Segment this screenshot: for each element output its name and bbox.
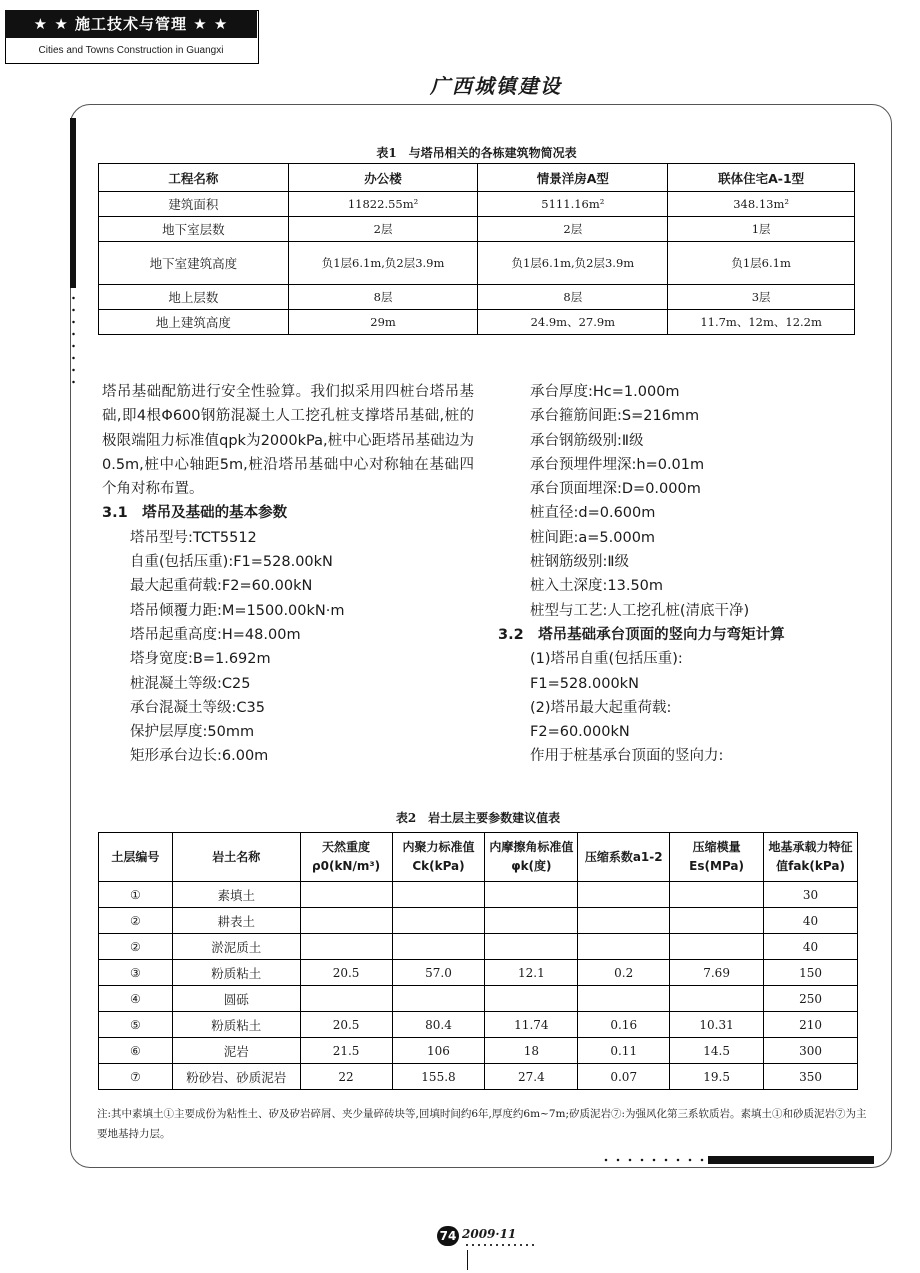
- table-cell: 建筑面积: [99, 192, 289, 217]
- table-cell: 地上层数: [99, 285, 289, 310]
- table-cell: 22: [300, 1064, 392, 1090]
- table-cell: ⑦: [99, 1064, 173, 1090]
- param-line: 最大起重荷载:F2=60.00kN: [130, 578, 313, 595]
- table-cell: [578, 934, 670, 960]
- table-cell: 24.9m、27.9m: [478, 310, 668, 335]
- table-cell: ③: [99, 960, 173, 986]
- table-row: [99, 310, 855, 335]
- table-cell: 300: [764, 1038, 858, 1064]
- table1-header-cell: 联体住宅A-1型: [668, 164, 855, 192]
- param-line: 自重(包括压重):F1=528.00kN: [130, 554, 333, 571]
- table-cell: 3层: [668, 285, 855, 310]
- table-cell: 11822.55m²: [288, 192, 478, 217]
- param-line: 承台混凝土等级:C35: [130, 699, 265, 716]
- table-cell: 8层: [288, 285, 478, 310]
- table-cell: 泥岩: [172, 1038, 300, 1064]
- table-cell: 粉砂岩、砂质泥岩: [172, 1064, 300, 1090]
- table-cell: 素填土: [172, 882, 300, 908]
- calc-line: 作用于桩基承台顶面的竖向力:: [530, 748, 724, 765]
- table1-header-cell: 办公楼: [288, 164, 478, 192]
- table-cell: ①: [99, 882, 173, 908]
- table2-header-cell: 岩土名称: [172, 833, 300, 882]
- param-line: 塔身宽度:B=1.692m: [130, 651, 271, 668]
- table-cell: [392, 934, 485, 960]
- table-row: [99, 217, 855, 242]
- table1-header-cell: 情景洋房A型: [478, 164, 668, 192]
- table-cell: 18: [485, 1038, 578, 1064]
- table-cell: 2层: [288, 217, 478, 242]
- table-cell: [300, 934, 392, 960]
- table-cell: 耕表土: [172, 908, 300, 934]
- table-cell: ⑥: [99, 1038, 173, 1064]
- table-cell: 350: [764, 1064, 858, 1090]
- table-row: [99, 192, 855, 217]
- table-cell: 155.8: [392, 1064, 485, 1090]
- table-cell: [485, 986, 578, 1012]
- table-cell: 圆砾: [172, 986, 300, 1012]
- table-cell: 0.2: [578, 960, 670, 986]
- table2-header-cell: 内聚力标准值Ck(kPa): [392, 833, 485, 882]
- decor-bar-left: [70, 118, 76, 288]
- page-number: 74: [437, 1226, 459, 1246]
- param-line: 塔吊型号:TCT5512: [130, 529, 257, 546]
- table-cell: 150: [764, 960, 858, 986]
- table-cell: [578, 882, 670, 908]
- param-line: 保护层厚度:50mm: [130, 724, 255, 741]
- table2-header-cell: 内摩擦角标准值φk(度): [485, 833, 578, 882]
- table-cell: 348.13m²: [668, 192, 855, 217]
- param-line: 承台箍筋间距:S=216mm: [530, 408, 700, 425]
- table-cell: [392, 986, 485, 1012]
- left-column: [102, 380, 474, 769]
- table2-note: 注:其中素填土①主要成份为粘性土、矽及矽岩碎屑、夹少量碎砖块等,回填时间约6年,厚度约6m~7m;矽质泥岩⑦:为强风化第三系软质岩。素填土①和砂质泥岩⑦为主要地基持力层。: [97, 1108, 867, 1140]
- table2-header-cell: 地基承载力特征值fak(kPa): [764, 833, 858, 882]
- table-cell: [300, 882, 392, 908]
- param-line: 塔吊起重高度:H=48.00m: [130, 626, 301, 643]
- param-line: 承台预埋件埋深:h=0.01m: [530, 456, 705, 473]
- table-cell: 负1层6.1m,负2层3.9m: [288, 242, 478, 285]
- table-cell: [670, 882, 764, 908]
- param-list-left: [102, 526, 474, 769]
- table-cell: 11.74: [485, 1012, 578, 1038]
- table-cell: [300, 908, 392, 934]
- table-cell: 地下室层数: [99, 217, 289, 242]
- table-row: [99, 1064, 858, 1090]
- table1-header-cell: 工程名称: [99, 164, 289, 192]
- param-line: 矩形承台边长:6.00m: [130, 748, 269, 765]
- table-cell: [485, 882, 578, 908]
- table-cell: ②: [99, 908, 173, 934]
- param-line: 桩直径:d=0.600m: [530, 505, 656, 522]
- calc-line: (2)塔吊最大起重荷载:: [530, 699, 672, 716]
- param-line: 桩混凝土等级:C25: [130, 675, 251, 692]
- table-cell: 粉质粘土: [172, 960, 300, 986]
- table-cell: 地下室建筑高度: [99, 242, 289, 285]
- table-cell: 106: [392, 1038, 485, 1064]
- table-cell: 淤泥质土: [172, 934, 300, 960]
- table-cell: 8层: [478, 285, 668, 310]
- table-building-overview: [98, 163, 855, 335]
- table2-header-cell: 压缩系数a1-2: [578, 833, 670, 882]
- table-cell: [392, 882, 485, 908]
- calc-line: F2=60.000kN: [530, 724, 630, 741]
- section-banner: ★ ★ 施工技术与管理 ★ ★: [5, 10, 257, 38]
- table-cell: ④: [99, 986, 173, 1012]
- table-cell: 250: [764, 986, 858, 1012]
- table2-caption: 表2 岩土层主要参数建议值表: [395, 811, 561, 825]
- table-row: [99, 1038, 858, 1064]
- table-cell: 210: [764, 1012, 858, 1038]
- table2-header-cell: 天然重度ρ0(kN/m³): [300, 833, 392, 882]
- table-cell: 20.5: [300, 1012, 392, 1038]
- decor-bar-bottom: [708, 1156, 874, 1164]
- table-row: [99, 934, 858, 960]
- table-row: [99, 242, 855, 285]
- param-line: 桩钢筋级别:Ⅱ级: [530, 554, 630, 571]
- table-cell: 21.5: [300, 1038, 392, 1064]
- table-cell: 14.5: [670, 1038, 764, 1064]
- table-cell: 80.4: [392, 1012, 485, 1038]
- table-soil-parameters: [98, 832, 858, 1090]
- table-cell: 2层: [478, 217, 668, 242]
- table-cell: 40: [764, 908, 858, 934]
- table-cell: 1层: [668, 217, 855, 242]
- param-line: 塔吊倾覆力距:M=1500.00kN·m: [130, 602, 345, 619]
- param-line: 桩入土深度:13.50m: [530, 578, 664, 595]
- table-cell: 0.07: [578, 1064, 670, 1090]
- journal-title: 广西城镇建设: [430, 74, 562, 98]
- table-cell: ⑤: [99, 1012, 173, 1038]
- table-cell: 30: [764, 882, 858, 908]
- table-cell: [485, 934, 578, 960]
- table-row: [99, 882, 858, 908]
- section-heading-3-2: 3.2 塔吊基础承台顶面的竖向力与弯矩计算: [498, 626, 785, 643]
- table-row: [99, 960, 858, 986]
- table-cell: ②: [99, 934, 173, 960]
- param-line: 承台钢筋级别:Ⅱ级: [530, 432, 644, 449]
- table-cell: 57.0: [392, 960, 485, 986]
- table-cell: [670, 986, 764, 1012]
- table-cell: [578, 908, 670, 934]
- table-cell: 负1层6.1m: [668, 242, 855, 285]
- param-line: 桩型与工艺:人工挖孔桩(清底干净): [530, 602, 750, 619]
- param-line: 承台顶面埋深:D=0.000m: [530, 481, 701, 498]
- table-cell: 0.11: [578, 1038, 670, 1064]
- table-row: [99, 908, 858, 934]
- table-row: [99, 1012, 858, 1038]
- table-cell: 粉质粘土: [172, 1012, 300, 1038]
- table-cell: 19.5: [670, 1064, 764, 1090]
- table-cell: 负1层6.1m,负2层3.9m: [478, 242, 668, 285]
- table-cell: [485, 908, 578, 934]
- table-row: [99, 285, 855, 310]
- journal-subtitle: Cities and Towns Construction in Guangxi: [38, 45, 224, 56]
- intro-paragraph: 塔吊基础配筋进行安全性验算。我们拟采用四桩台塔吊基础,即4根Φ600钢筋混凝土人工挖孔桩支撑塔吊基础,桩的极限端阻力标准值qpk为2000kPa,桩中心距塔吊基础边为0.5m,桩中心轴距5m,桩沿塔吊基础中心对称轴在基础四个角对称布置。: [102, 384, 474, 498]
- param-line: 桩间距:a=5.000m: [530, 529, 656, 546]
- table-cell: [670, 908, 764, 934]
- table2-header-row: [99, 833, 858, 882]
- section-heading-3-1: 3.1 塔吊及基础的基本参数: [102, 505, 288, 522]
- table1-caption: 表1 与塔吊相关的各栋建筑物简况表: [376, 146, 577, 160]
- table-cell: 5111.16m²: [478, 192, 668, 217]
- calc-line: F1=528.000kN: [530, 675, 639, 692]
- table-cell: 7.69: [670, 960, 764, 986]
- table-cell: 10.31: [670, 1012, 764, 1038]
- table-cell: 0.16: [578, 1012, 670, 1038]
- table-cell: 11.7m、12m、12.2m: [668, 310, 855, 335]
- table-cell: [392, 908, 485, 934]
- table-cell: [300, 986, 392, 1012]
- right-column: [498, 380, 860, 769]
- decor-dots-left: [72, 292, 75, 392]
- table-cell: 地上建筑高度: [99, 310, 289, 335]
- table2-header-cell: 压缩模量Es(MPa): [670, 833, 764, 882]
- table-cell: 29m: [288, 310, 478, 335]
- issue-date: 2009·11: [462, 1227, 517, 1241]
- calc-line: (1)塔吊自重(包括压重):: [530, 651, 683, 668]
- decor-line-footer: [467, 1250, 468, 1270]
- table-cell: 27.4: [485, 1064, 578, 1090]
- table-cell: 40: [764, 934, 858, 960]
- table-cell: 12.1: [485, 960, 578, 986]
- table-row: [99, 986, 858, 1012]
- table2-header-cell: 土层编号: [99, 833, 173, 882]
- table-cell: [670, 934, 764, 960]
- table-cell: [578, 986, 670, 1012]
- table-cell: 20.5: [300, 960, 392, 986]
- decor-dots-footer: [464, 1243, 536, 1247]
- param-line: 承台厚度:Hc=1.000m: [530, 384, 680, 400]
- decor-dots-bottom: [600, 1156, 708, 1164]
- table1-header-row: [99, 164, 855, 192]
